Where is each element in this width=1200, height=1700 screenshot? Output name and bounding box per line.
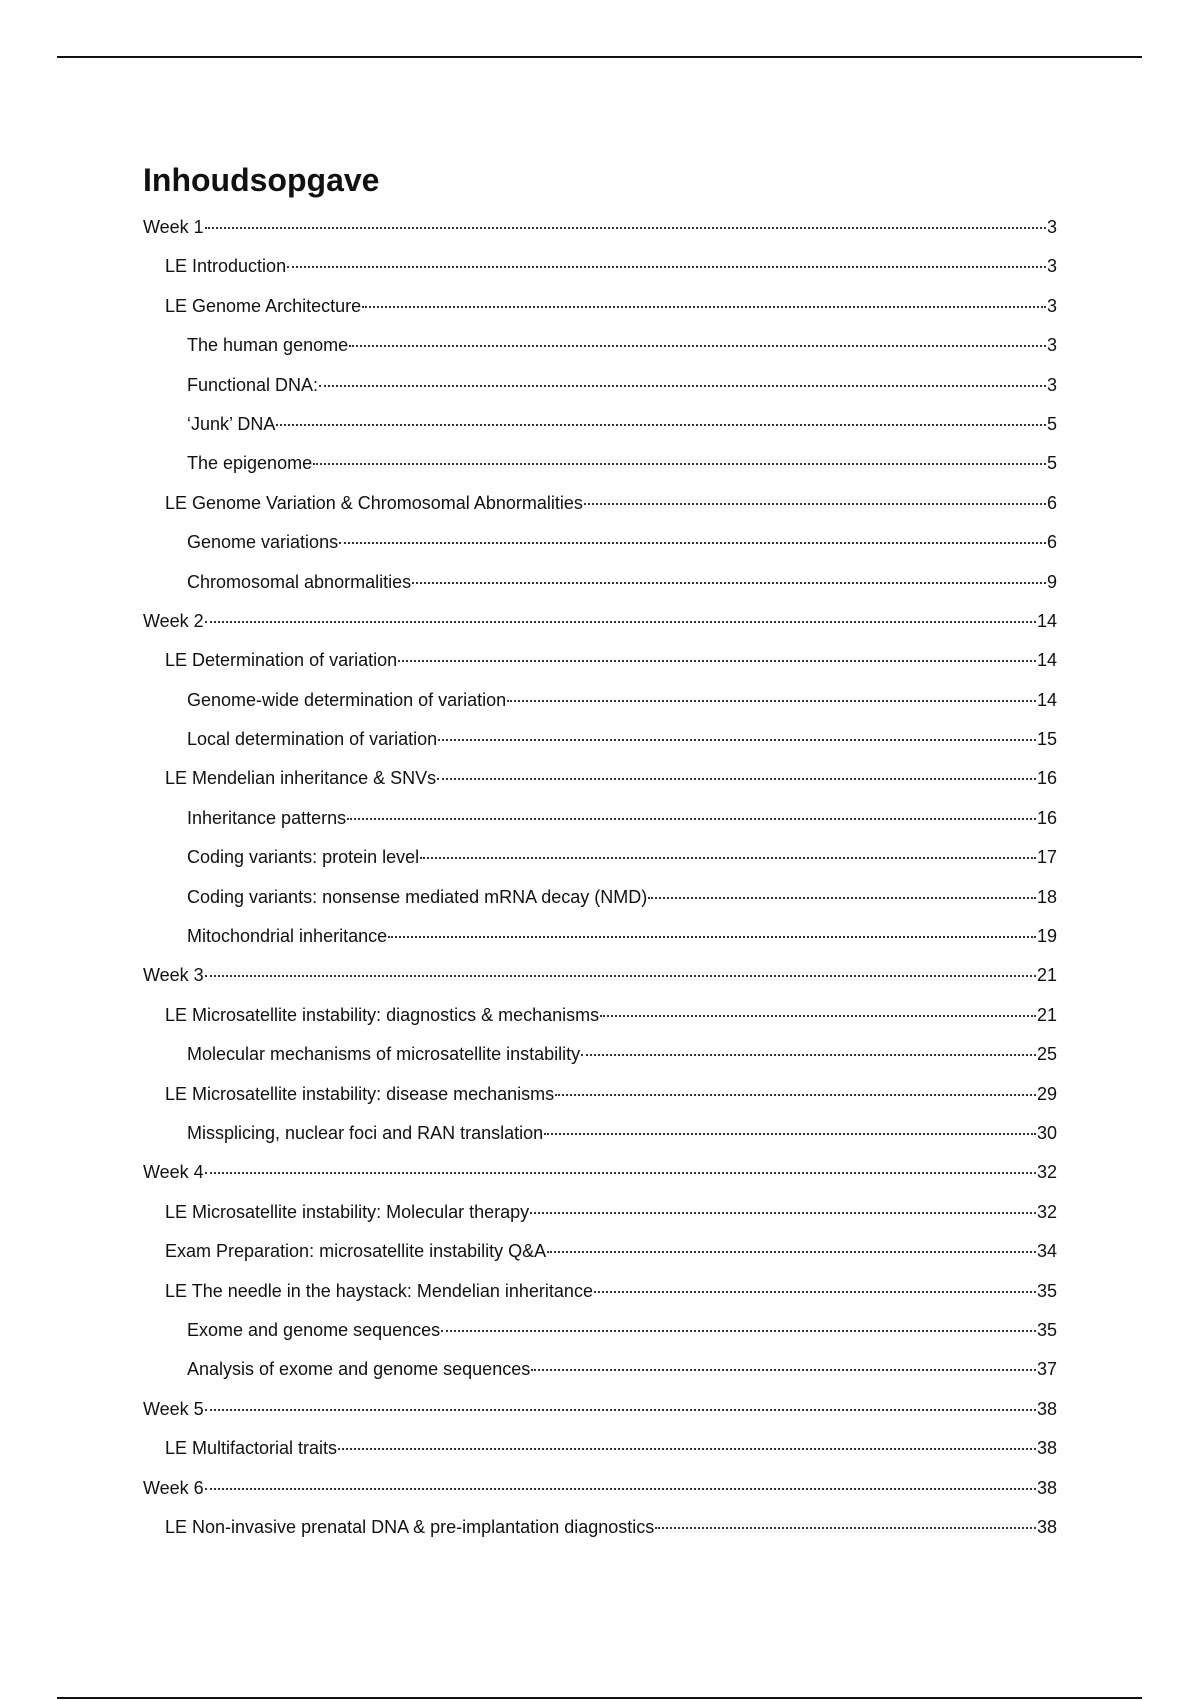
- toc-dot-leader: [362, 306, 1046, 308]
- toc-entry[interactable]: [143, 1311, 1057, 1350]
- toc-entry-page-number: 14: [1036, 650, 1057, 671]
- toc-entry[interactable]: [143, 405, 1057, 444]
- toc-dot-leader: [438, 739, 1036, 741]
- toc-dot-leader: [347, 818, 1036, 820]
- toc-dot-leader: [205, 975, 1036, 977]
- toc-dot-leader: [507, 700, 1036, 702]
- toc-entry-page-number: 32: [1036, 1162, 1057, 1183]
- toc-title: Inhoudsopgave: [143, 162, 380, 198]
- toc-entry[interactable]: [143, 681, 1057, 720]
- toc-entry-label: Analysis of exome and genome sequences: [187, 1359, 531, 1380]
- toc-entry-label: LE Introduction: [165, 256, 287, 277]
- toc-entry-page-number: 25: [1036, 1044, 1057, 1065]
- toc-entry-page-number: 15: [1036, 729, 1057, 750]
- toc-entry-page-number: 35: [1036, 1280, 1057, 1301]
- toc-entry[interactable]: [143, 838, 1057, 877]
- toc-dot-leader: [531, 1369, 1036, 1371]
- toc-entry[interactable]: [143, 1272, 1057, 1311]
- toc-dot-leader: [544, 1133, 1036, 1135]
- toc-entry-label: The epigenome: [187, 453, 313, 474]
- toc-entry-page-number: 3: [1046, 335, 1057, 356]
- toc-entry-label: Functional DNA:: [187, 374, 319, 395]
- toc-entry[interactable]: [143, 1153, 1057, 1192]
- toc-entry[interactable]: [143, 1390, 1057, 1429]
- toc-entry-label: ‘Junk’ DNA: [187, 413, 276, 434]
- toc-entry-label: Week 6: [143, 1477, 204, 1498]
- toc-entry-page-number: 38: [1036, 1477, 1057, 1498]
- toc-entry-label: Week 4: [143, 1162, 204, 1183]
- toc-dot-leader: [441, 1330, 1036, 1332]
- toc-entry-page-number: 37: [1036, 1359, 1057, 1380]
- toc-entry[interactable]: [143, 484, 1057, 523]
- toc-entry-page-number: 34: [1036, 1241, 1057, 1262]
- toc-entry-page-number: 17: [1036, 847, 1057, 868]
- toc-entry[interactable]: [143, 208, 1057, 247]
- toc-entry-page-number: 14: [1036, 689, 1057, 710]
- toc-entry-page-number: 30: [1036, 1122, 1057, 1143]
- toc-dot-leader: [276, 424, 1046, 426]
- toc-entry-label: Mitochondrial inheritance: [187, 926, 388, 947]
- toc-dot-leader: [205, 227, 1046, 229]
- toc-dot-leader: [547, 1251, 1036, 1253]
- toc-entry-page-number: 32: [1036, 1201, 1057, 1222]
- toc-dot-leader: [412, 582, 1046, 584]
- toc-dot-leader: [338, 1448, 1036, 1450]
- toc-list: [143, 208, 1057, 1547]
- toc-entry-label: The human genome: [187, 335, 349, 356]
- toc-entry[interactable]: [143, 563, 1057, 602]
- toc-entry[interactable]: [143, 1035, 1057, 1074]
- toc-entry[interactable]: [143, 1469, 1057, 1508]
- toc-dot-leader: [205, 1172, 1036, 1174]
- toc-entry-label: Inheritance patterns: [187, 807, 347, 828]
- header-rule: [57, 56, 1142, 58]
- toc-entry-label: LE The needle in the haystack: Mendelian inheritance: [165, 1280, 593, 1301]
- toc-dot-leader: [530, 1212, 1036, 1214]
- toc-entry-page-number: 21: [1036, 965, 1057, 986]
- toc-entry-page-number: 38: [1036, 1398, 1057, 1419]
- toc-entry-label: LE Microsatellite instability: disease mechanisms: [165, 1083, 555, 1104]
- toc-entry-label: Local determination of variation: [187, 729, 438, 750]
- toc-entry-page-number: 3: [1046, 256, 1057, 277]
- toc-entry-page-number: 9: [1046, 571, 1057, 592]
- toc-entry-label: Coding variants: protein level: [187, 847, 420, 868]
- toc-entry[interactable]: [143, 799, 1057, 838]
- toc-dot-leader: [388, 936, 1036, 938]
- toc-dot-leader: [398, 660, 1036, 662]
- toc-entry[interactable]: [143, 996, 1057, 1035]
- toc-entry-label: LE Genome Architecture: [165, 295, 362, 316]
- toc-entry[interactable]: [143, 602, 1057, 641]
- toc-entry-page-number: 16: [1036, 807, 1057, 828]
- toc-entry[interactable]: [143, 247, 1057, 286]
- toc-dot-leader: [581, 1054, 1036, 1056]
- toc-dot-leader: [420, 857, 1036, 859]
- toc-entry[interactable]: [143, 287, 1057, 326]
- toc-entry[interactable]: [143, 1114, 1057, 1153]
- toc-dot-leader: [584, 503, 1046, 505]
- toc-entry-label: Genome variations: [187, 532, 339, 553]
- toc-dot-leader: [287, 266, 1046, 268]
- toc-entry[interactable]: [143, 1075, 1057, 1114]
- toc-entry-label: LE Genome Variation & Chromosomal Abnormalities: [165, 492, 583, 513]
- toc-entry-label: Exam Preparation: microsatellite instability Q&A: [165, 1241, 547, 1262]
- toc-entry[interactable]: [143, 444, 1057, 483]
- toc-entry-label: Coding variants: nonsense mediated mRNA decay (NMD): [187, 886, 648, 907]
- toc-entry[interactable]: [143, 1232, 1057, 1271]
- toc-entry-page-number: 14: [1036, 610, 1057, 631]
- toc-entry-page-number: 38: [1036, 1516, 1057, 1537]
- toc-entry[interactable]: [143, 523, 1057, 562]
- toc-entry-page-number: 38: [1036, 1438, 1057, 1459]
- toc-dot-leader: [313, 463, 1046, 465]
- toc-entry[interactable]: [143, 917, 1057, 956]
- toc-entry[interactable]: [143, 878, 1057, 917]
- toc-dot-leader: [594, 1291, 1036, 1293]
- toc-entry-label: Week 5: [143, 1398, 204, 1419]
- toc-dot-leader: [555, 1094, 1036, 1096]
- toc-entry-label: LE Microsatellite instability: Molecular therapy: [165, 1201, 530, 1222]
- toc-dot-leader: [205, 1488, 1036, 1490]
- toc-entry-label: Week 1: [143, 217, 204, 237]
- toc-entry-page-number: 35: [1036, 1319, 1057, 1340]
- toc-entry-label: Week 3: [143, 965, 204, 986]
- toc-entry-label: Molecular mechanisms of microsatellite instability: [187, 1044, 581, 1065]
- toc-entry-page-number: 5: [1046, 413, 1057, 434]
- toc-entry-page-number: 29: [1036, 1083, 1057, 1104]
- footer-rule: [57, 1697, 1142, 1699]
- toc-entry-label: LE Microsatellite instability: diagnostics & mechanisms: [165, 1004, 600, 1025]
- toc-entry-label: LE Mendelian inheritance & SNVs: [165, 768, 437, 789]
- toc-entry-label: Missplicing, nuclear foci and RAN translation: [187, 1122, 544, 1143]
- toc-entry-page-number: 5: [1046, 453, 1057, 474]
- toc-entry[interactable]: [143, 1508, 1057, 1547]
- toc-entry[interactable]: [143, 326, 1057, 365]
- toc-dot-leader: [349, 345, 1046, 347]
- toc-entry-page-number: 16: [1036, 768, 1057, 789]
- toc-entry-label: Chromosomal abnormalities: [187, 571, 412, 592]
- toc-entry-label: Genome-wide determination of variation: [187, 689, 507, 710]
- toc-entry-label: LE Determination of variation: [165, 650, 398, 671]
- toc-entry[interactable]: [143, 1193, 1057, 1232]
- toc-entry-label: Week 2: [143, 610, 204, 631]
- toc-dot-leader: [319, 385, 1046, 387]
- toc-entry-page-number: 3: [1046, 374, 1057, 395]
- toc-entry-page-number: 6: [1046, 492, 1057, 513]
- toc-entry-page-number: 6: [1046, 532, 1057, 553]
- toc-dot-leader: [437, 778, 1036, 780]
- table-of-contents: [143, 160, 1057, 1547]
- toc-entry-page-number: 18: [1036, 886, 1057, 907]
- toc-entry-label: Exome and genome sequences: [187, 1319, 441, 1340]
- toc-entry[interactable]: [143, 641, 1057, 680]
- toc-entry[interactable]: [143, 366, 1057, 405]
- toc-dot-leader: [205, 1409, 1036, 1411]
- toc-dot-leader: [205, 621, 1036, 623]
- toc-dot-leader: [648, 897, 1036, 899]
- toc-dot-leader: [600, 1015, 1036, 1017]
- toc-entry-label: LE Non-invasive prenatal DNA & pre-implantation diagnostics: [165, 1516, 655, 1537]
- toc-dot-leader: [655, 1527, 1036, 1529]
- toc-dot-leader: [339, 542, 1046, 544]
- toc-entry-label: LE Multifactorial traits: [165, 1438, 338, 1459]
- toc-entry-page-number: 3: [1046, 295, 1057, 316]
- toc-entry[interactable]: [143, 759, 1057, 798]
- toc-entry[interactable]: [143, 1429, 1057, 1468]
- toc-entry-page-number: 19: [1036, 926, 1057, 947]
- toc-entry[interactable]: [143, 720, 1057, 759]
- toc-entry-page-number: 3: [1046, 217, 1057, 237]
- toc-entry-page-number: 21: [1036, 1004, 1057, 1025]
- toc-entry[interactable]: [143, 956, 1057, 995]
- toc-entry[interactable]: [143, 1350, 1057, 1389]
